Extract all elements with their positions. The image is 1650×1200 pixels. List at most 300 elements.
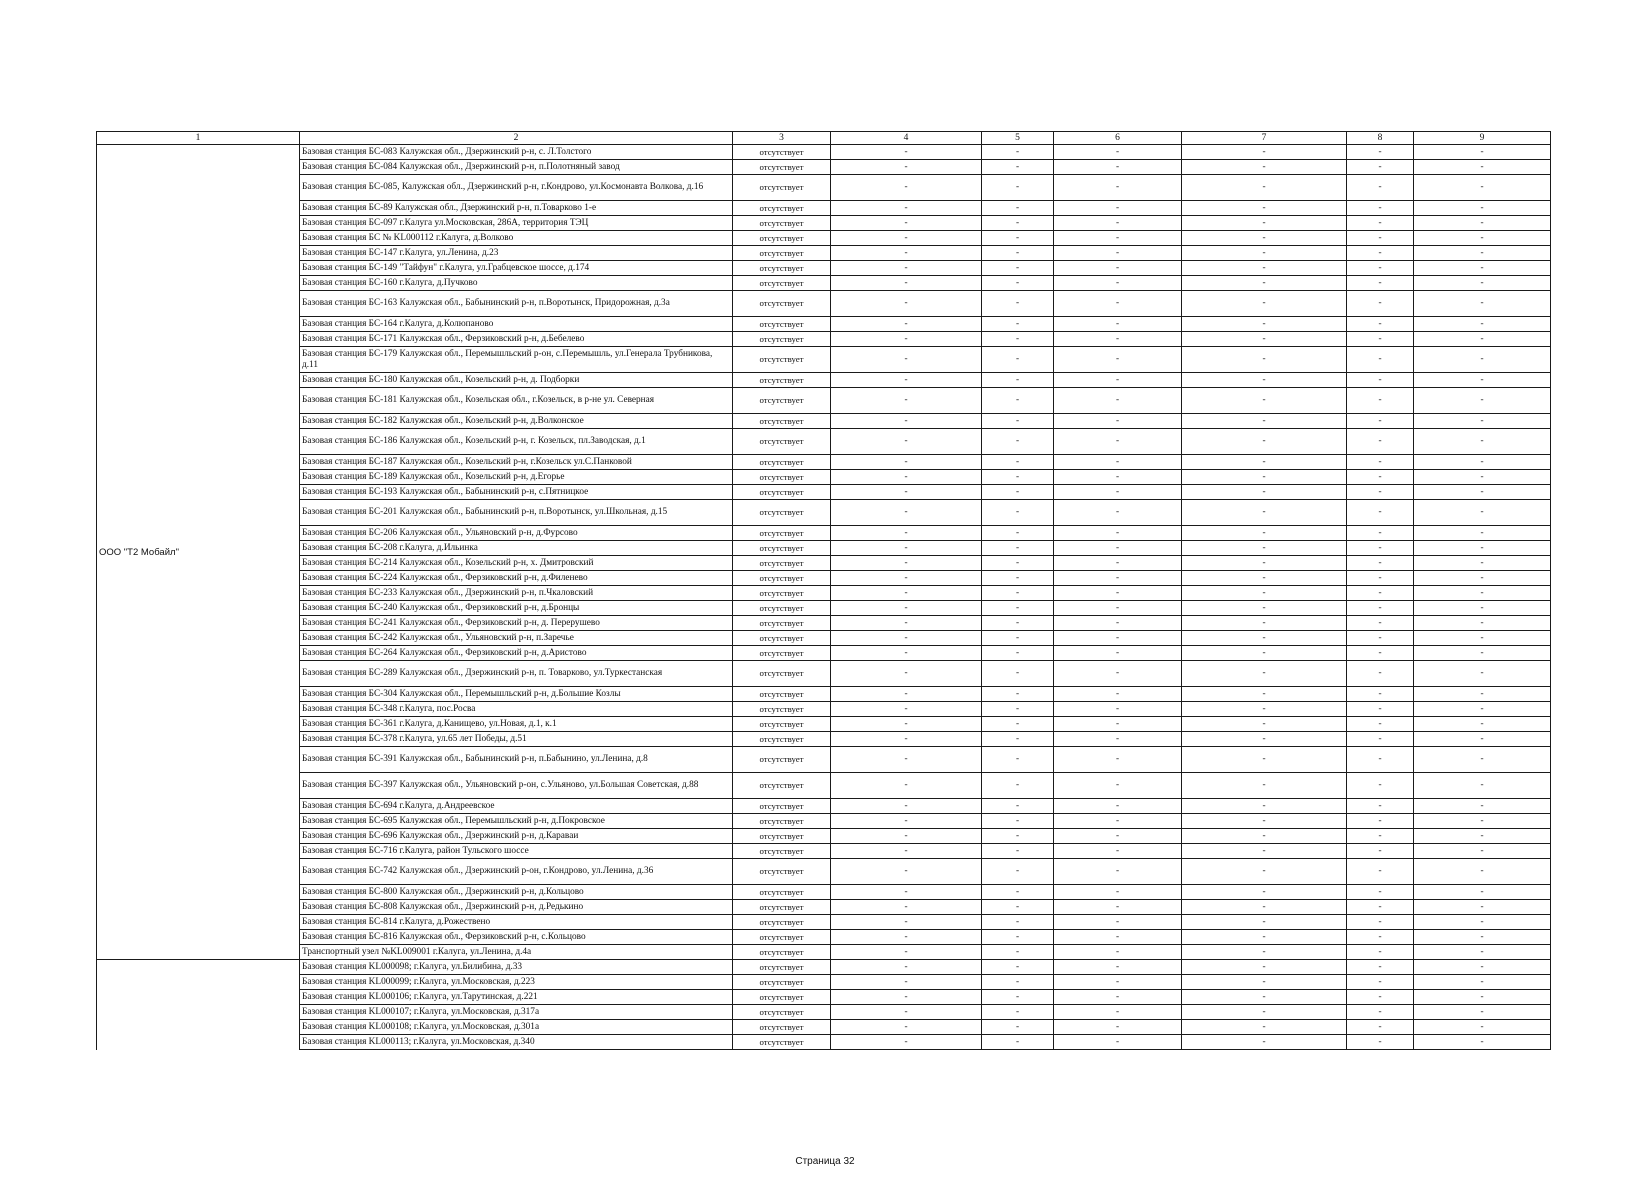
value-cell-9: - [1414,1020,1551,1035]
station-address-cell: Базовая станция БС-083 Калужская обл., Дзержинский р-н, с. Л.Толстого [300,145,733,160]
value-cell-5: - [982,859,1054,885]
value-cell-7: - [1182,1035,1347,1050]
table-row [97,1035,1551,1050]
value-cell-6: - [1054,945,1182,960]
value-cell-5: - [982,1005,1054,1020]
value-cell-5: - [982,960,1054,975]
status-cell: отсутствует [733,631,831,646]
value-cell-5: - [982,276,1054,291]
value-cell-9: - [1414,1005,1551,1020]
table-row [97,526,1551,541]
value-cell-8: - [1347,291,1414,317]
value-cell-6: - [1054,373,1182,388]
value-cell-9: - [1414,571,1551,586]
value-cell-6: - [1054,388,1182,414]
value-cell-8: - [1347,216,1414,231]
value-cell-7: - [1182,702,1347,717]
value-cell-8: - [1347,960,1414,975]
status-cell: отсутствует [733,500,831,526]
value-cell-8: - [1347,455,1414,470]
value-cell-6: - [1054,814,1182,829]
value-cell-7: - [1182,717,1347,732]
table-row [97,586,1551,601]
value-cell-5: - [982,975,1054,990]
value-cell-7: - [1182,373,1347,388]
table-row [97,646,1551,661]
station-address-cell: Базовая станция БС-085, Калужская обл., Дзержинский р-н, г.Кондрово, ул.Космонавта Волкова, д.16 [300,175,733,201]
value-cell-4: - [831,500,982,526]
value-cell-4: - [831,646,982,661]
value-cell-4: - [831,773,982,799]
value-cell-5: - [982,160,1054,175]
value-cell-7: - [1182,990,1347,1005]
value-cell-5: - [982,246,1054,261]
table-row [97,231,1551,246]
value-cell-5: - [982,631,1054,646]
status-cell: отсутствует [733,732,831,747]
value-cell-8: - [1347,799,1414,814]
value-cell-6: - [1054,732,1182,747]
value-cell-8: - [1347,485,1414,500]
value-cell-8: - [1347,975,1414,990]
table-row [97,332,1551,347]
table-row [97,631,1551,646]
station-address-cell: Базовая станция БС-187 Калужская обл., Козельский р-н, г.Козельск ул.С.Панковой [300,455,733,470]
value-cell-7: - [1182,661,1347,687]
column-number-header-row [97,132,1551,145]
value-cell-8: - [1347,261,1414,276]
value-cell-8: - [1347,702,1414,717]
value-cell-7: - [1182,732,1347,747]
value-cell-7: - [1182,945,1347,960]
station-address-cell: Базовая станция БС-201 Калужская обл., Бабынинский р-н, п.Воротынск, ул.Школьная, д.15 [300,500,733,526]
column-header-9: 9 [1414,132,1551,145]
table-row [97,717,1551,732]
table-row [97,485,1551,500]
value-cell-9: - [1414,541,1551,556]
status-cell: отсутствует [733,1020,831,1035]
value-cell-5: - [982,829,1054,844]
value-cell-9: - [1414,945,1551,960]
value-cell-6: - [1054,900,1182,915]
value-cell-8: - [1347,859,1414,885]
value-cell-8: - [1347,717,1414,732]
table-row [97,373,1551,388]
value-cell-9: - [1414,975,1551,990]
value-cell-6: - [1054,915,1182,930]
value-cell-6: - [1054,631,1182,646]
status-cell: отсутствует [733,276,831,291]
station-address-cell: Базовая станция БС-241 Калужская обл., Ферзиковский р-н, д. Перерушево [300,616,733,631]
status-cell: отсутствует [733,747,831,773]
station-address-cell: Базовая станция БС-149 "Тайфун" г.Калуга, ул.Грабцевское шоссе, д.174 [300,261,733,276]
value-cell-6: - [1054,616,1182,631]
table-row [97,455,1551,470]
table-row [97,429,1551,455]
value-cell-9: - [1414,414,1551,429]
value-cell-4: - [831,616,982,631]
status-cell: отсутствует [733,332,831,347]
value-cell-5: - [982,990,1054,1005]
status-cell: отсутствует [733,687,831,702]
value-cell-8: - [1347,747,1414,773]
value-cell-7: - [1182,601,1347,616]
value-cell-5: - [982,291,1054,317]
value-cell-8: - [1347,470,1414,485]
station-address-cell: Базовая станция KL000098; г.Калуга, ул.Билибина, д.33 [300,960,733,975]
value-cell-9: - [1414,844,1551,859]
value-cell-6: - [1054,556,1182,571]
station-address-cell: Базовая станция БС-264 Калужская обл., Ферзиковский р-н, д.Аристово [300,646,733,661]
station-address-cell: Базовая станция БС-289 Калужская обл., Дзержинский р-н, п. Товарково, ул.Туркестанская [300,661,733,687]
value-cell-4: - [831,661,982,687]
status-cell: отсутствует [733,556,831,571]
station-address-cell: Базовая станция БС-361 г.Калуга, д.Канищево, ул.Новая, д.1, к.1 [300,717,733,732]
value-cell-6: - [1054,1035,1182,1050]
value-cell-7: - [1182,859,1347,885]
value-cell-8: - [1347,246,1414,261]
value-cell-8: - [1347,500,1414,526]
status-cell: отсутствует [733,945,831,960]
value-cell-5: - [982,201,1054,216]
value-cell-9: - [1414,276,1551,291]
stations-table [96,131,1551,1050]
table-row [97,317,1551,332]
status-cell: отсутствует [733,541,831,556]
status-cell: отсутствует [733,844,831,859]
value-cell-7: - [1182,631,1347,646]
value-cell-4: - [831,990,982,1005]
value-cell-6: - [1054,829,1182,844]
value-cell-6: - [1054,747,1182,773]
value-cell-6: - [1054,990,1182,1005]
value-cell-5: - [982,373,1054,388]
station-address-cell: Базовая станция БС-695 Калужская обл., Перемышльский р-н, д.Покровское [300,814,733,829]
table-row [97,829,1551,844]
table-body [97,132,1551,1050]
status-cell: отсутствует [733,586,831,601]
value-cell-6: - [1054,246,1182,261]
value-cell-8: - [1347,1020,1414,1035]
value-cell-4: - [831,175,982,201]
value-cell-4: - [831,945,982,960]
value-cell-5: - [982,347,1054,373]
value-cell-6: - [1054,470,1182,485]
value-cell-4: - [831,332,982,347]
station-address-cell: Базовая станция БС-242 Калужская обл., Ульяновский р-н, п.Заречье [300,631,733,646]
value-cell-5: - [982,586,1054,601]
station-address-cell: Базовая станция БС-816 Калужская обл., Ферзиковский р-н, с.Кольцово [300,930,733,945]
value-cell-5: - [982,571,1054,586]
value-cell-5: - [982,601,1054,616]
value-cell-7: - [1182,201,1347,216]
value-cell-8: - [1347,414,1414,429]
value-cell-9: - [1414,317,1551,332]
value-cell-9: - [1414,175,1551,201]
value-cell-7: - [1182,175,1347,201]
table-row [97,900,1551,915]
value-cell-6: - [1054,175,1182,201]
value-cell-9: - [1414,429,1551,455]
value-cell-4: - [831,160,982,175]
status-cell: отсутствует [733,160,831,175]
status-cell: отсутствует [733,429,831,455]
value-cell-4: - [831,541,982,556]
page-number: Страница 32 [795,1156,855,1167]
value-cell-6: - [1054,160,1182,175]
column-header-3: 3 [733,132,831,145]
value-cell-9: - [1414,231,1551,246]
status-cell: отсутствует [733,616,831,631]
status-cell: отсутствует [733,601,831,616]
value-cell-6: - [1054,586,1182,601]
status-cell: отсутствует [733,1005,831,1020]
value-cell-7: - [1182,586,1347,601]
value-cell-6: - [1054,455,1182,470]
value-cell-9: - [1414,773,1551,799]
value-cell-6: - [1054,930,1182,945]
value-cell-6: - [1054,799,1182,814]
table-row [97,687,1551,702]
value-cell-7: - [1182,900,1347,915]
value-cell-6: - [1054,317,1182,332]
value-cell-6: - [1054,702,1182,717]
value-cell-7: - [1182,829,1347,844]
value-cell-8: - [1347,773,1414,799]
table-row [97,960,1551,975]
status-cell: отсутствует [733,373,831,388]
value-cell-6: - [1054,687,1182,702]
value-cell-8: - [1347,1005,1414,1020]
value-cell-8: - [1347,347,1414,373]
status-cell: отсутствует [733,470,831,485]
table-row [97,261,1551,276]
value-cell-5: - [982,1035,1054,1050]
value-cell-6: - [1054,145,1182,160]
value-cell-4: - [831,601,982,616]
value-cell-7: - [1182,687,1347,702]
station-address-cell: Базовая станция БС-147 г.Калуга, ул.Ленина, д.23 [300,246,733,261]
value-cell-6: - [1054,276,1182,291]
value-cell-9: - [1414,900,1551,915]
value-cell-5: - [982,717,1054,732]
station-address-cell: Базовая станция БС-160 г.Калуга, д.Пучково [300,276,733,291]
status-cell: отсутствует [733,900,831,915]
value-cell-5: - [982,388,1054,414]
value-cell-7: - [1182,160,1347,175]
value-cell-9: - [1414,616,1551,631]
value-cell-9: - [1414,631,1551,646]
value-cell-7: - [1182,276,1347,291]
value-cell-5: - [982,332,1054,347]
station-address-cell: Базовая станция БС-180 Калужская обл., Козельский р-н, д. Подборки [300,373,733,388]
status-cell: отсутствует [733,216,831,231]
value-cell-8: - [1347,915,1414,930]
status-cell: отсутствует [733,526,831,541]
table-row [97,702,1551,717]
station-address-cell: Базовая станция БС-694 г.Калуга, д.Андреевское [300,799,733,814]
value-cell-9: - [1414,373,1551,388]
value-cell-4: - [831,829,982,844]
value-cell-6: - [1054,347,1182,373]
value-cell-5: - [982,261,1054,276]
status-cell: отсутствует [733,960,831,975]
value-cell-5: - [982,747,1054,773]
value-cell-9: - [1414,829,1551,844]
value-cell-7: - [1182,455,1347,470]
value-cell-4: - [831,470,982,485]
value-cell-7: - [1182,773,1347,799]
column-header-5: 5 [982,132,1054,145]
status-cell: отсутствует [733,388,831,414]
column-header-4: 4 [831,132,982,145]
value-cell-4: - [831,347,982,373]
value-cell-9: - [1414,747,1551,773]
table-row [97,930,1551,945]
value-cell-4: - [831,429,982,455]
status-cell: отсутствует [733,414,831,429]
value-cell-8: - [1347,990,1414,1005]
table-row [97,347,1551,373]
value-cell-6: - [1054,844,1182,859]
value-cell-5: - [982,429,1054,455]
value-cell-6: - [1054,661,1182,687]
value-cell-4: - [831,687,982,702]
value-cell-4: - [831,216,982,231]
value-cell-8: - [1347,317,1414,332]
value-cell-7: - [1182,975,1347,990]
value-cell-8: - [1347,885,1414,900]
value-cell-4: - [831,885,982,900]
value-cell-7: - [1182,216,1347,231]
station-address-cell: Базовая станция БС-800 Калужская обл., Дзержинский р-н, д.Кольцово [300,885,733,900]
station-address-cell: Базовая станция БС-742 Калужская обл., Дзержинский р-он, г.Кондрово, ул.Ленина, д.36 [300,859,733,885]
value-cell-9: - [1414,732,1551,747]
value-cell-5: - [982,732,1054,747]
organization-cell-continued [97,960,300,1050]
station-address-cell: Базовая станция БС-206 Калужская обл., Ульяновский р-н, д.Фурсово [300,526,733,541]
value-cell-7: - [1182,747,1347,773]
station-address-cell: Базовая станция БС-179 Калужская обл., Перемышльский р-он, с.Перемышль, ул.Генерала Трубникова, д.11 [300,347,733,373]
value-cell-5: - [982,885,1054,900]
value-cell-8: - [1347,541,1414,556]
value-cell-7: - [1182,960,1347,975]
value-cell-7: - [1182,814,1347,829]
value-cell-9: - [1414,661,1551,687]
station-address-cell: Базовая станция БС-208 г.Калуга, д.Ильинка [300,541,733,556]
status-cell: отсутствует [733,646,831,661]
value-cell-4: - [831,900,982,915]
value-cell-7: - [1182,261,1347,276]
status-cell: отсутствует [733,485,831,500]
value-cell-7: - [1182,291,1347,317]
table-row [97,814,1551,829]
value-cell-4: - [831,915,982,930]
value-cell-7: - [1182,799,1347,814]
value-cell-4: - [831,631,982,646]
value-cell-8: - [1347,231,1414,246]
station-address-cell: Базовая станция БС-084 Калужская обл., Дзержинский р-н, п.Полотняный завод [300,160,733,175]
value-cell-9: - [1414,859,1551,885]
value-cell-7: - [1182,844,1347,859]
value-cell-9: - [1414,687,1551,702]
value-cell-7: - [1182,429,1347,455]
value-cell-4: - [831,291,982,317]
value-cell-5: - [982,317,1054,332]
table-row [97,601,1551,616]
value-cell-9: - [1414,799,1551,814]
table-row [97,541,1551,556]
value-cell-8: - [1347,373,1414,388]
value-cell-5: - [982,773,1054,799]
station-address-cell: Базовая станция БС-189 Калужская обл., Козельский р-н, д.Егорье [300,470,733,485]
value-cell-5: - [982,900,1054,915]
value-cell-8: - [1347,556,1414,571]
value-cell-8: - [1347,388,1414,414]
status-cell: отсутствует [733,291,831,317]
table-row [97,990,1551,1005]
value-cell-9: - [1414,201,1551,216]
value-cell-4: - [831,1005,982,1020]
value-cell-6: - [1054,717,1182,732]
value-cell-4: - [831,526,982,541]
value-cell-5: - [982,915,1054,930]
value-cell-5: - [982,1020,1054,1035]
value-cell-5: - [982,844,1054,859]
value-cell-8: - [1347,646,1414,661]
status-cell: отсутствует [733,145,831,160]
value-cell-5: - [982,814,1054,829]
value-cell-5: - [982,930,1054,945]
value-cell-9: - [1414,586,1551,601]
station-address-cell: Базовая станция БС-89 Калужская обл., Дзержинский р-н, п.Товарково 1-е [300,201,733,216]
status-cell: отсутствует [733,829,831,844]
value-cell-6: - [1054,859,1182,885]
table-row [97,661,1551,687]
value-cell-6: - [1054,773,1182,799]
value-cell-8: - [1347,1035,1414,1050]
value-cell-9: - [1414,291,1551,317]
table-row [97,571,1551,586]
table-row [97,500,1551,526]
table-row [97,414,1551,429]
value-cell-9: - [1414,216,1551,231]
value-cell-4: - [831,261,982,276]
value-cell-6: - [1054,500,1182,526]
station-address-cell: Базовая станция БС-193 Калужская обл., Бабынинский р-н, с.Пятницкое [300,485,733,500]
value-cell-5: - [982,500,1054,526]
table-row [97,747,1551,773]
value-cell-6: - [1054,960,1182,975]
value-cell-7: - [1182,246,1347,261]
column-header-1: 1 [97,132,300,145]
station-address-cell: Базовая станция KL000113; г.Калуга, ул.Московская, д.340 [300,1035,733,1050]
value-cell-9: - [1414,470,1551,485]
value-cell-4: - [831,231,982,246]
station-address-cell: Базовая станция БС-214 Калужская обл., Козельский р-н, х. Дмитровский [300,556,733,571]
value-cell-6: - [1054,975,1182,990]
value-cell-9: - [1414,160,1551,175]
value-cell-4: - [831,799,982,814]
station-address-cell: Базовая станция БС-224 Калужская обл., Ферзиковский р-н, д.Филенево [300,571,733,586]
value-cell-7: - [1182,1005,1347,1020]
station-address-cell: Базовая станция БС-097 г.Калуга ул.Московская, 286А, территория ТЭЦ [300,216,733,231]
station-address-cell: Транспортный узел №KL009001 г.Калуга, ул.Ленина, д.4а [300,945,733,960]
value-cell-8: - [1347,732,1414,747]
organization-cell: ООО "Т2 Мобайл" [97,145,300,960]
status-cell: отсутствует [733,773,831,799]
column-header-8: 8 [1347,132,1414,145]
